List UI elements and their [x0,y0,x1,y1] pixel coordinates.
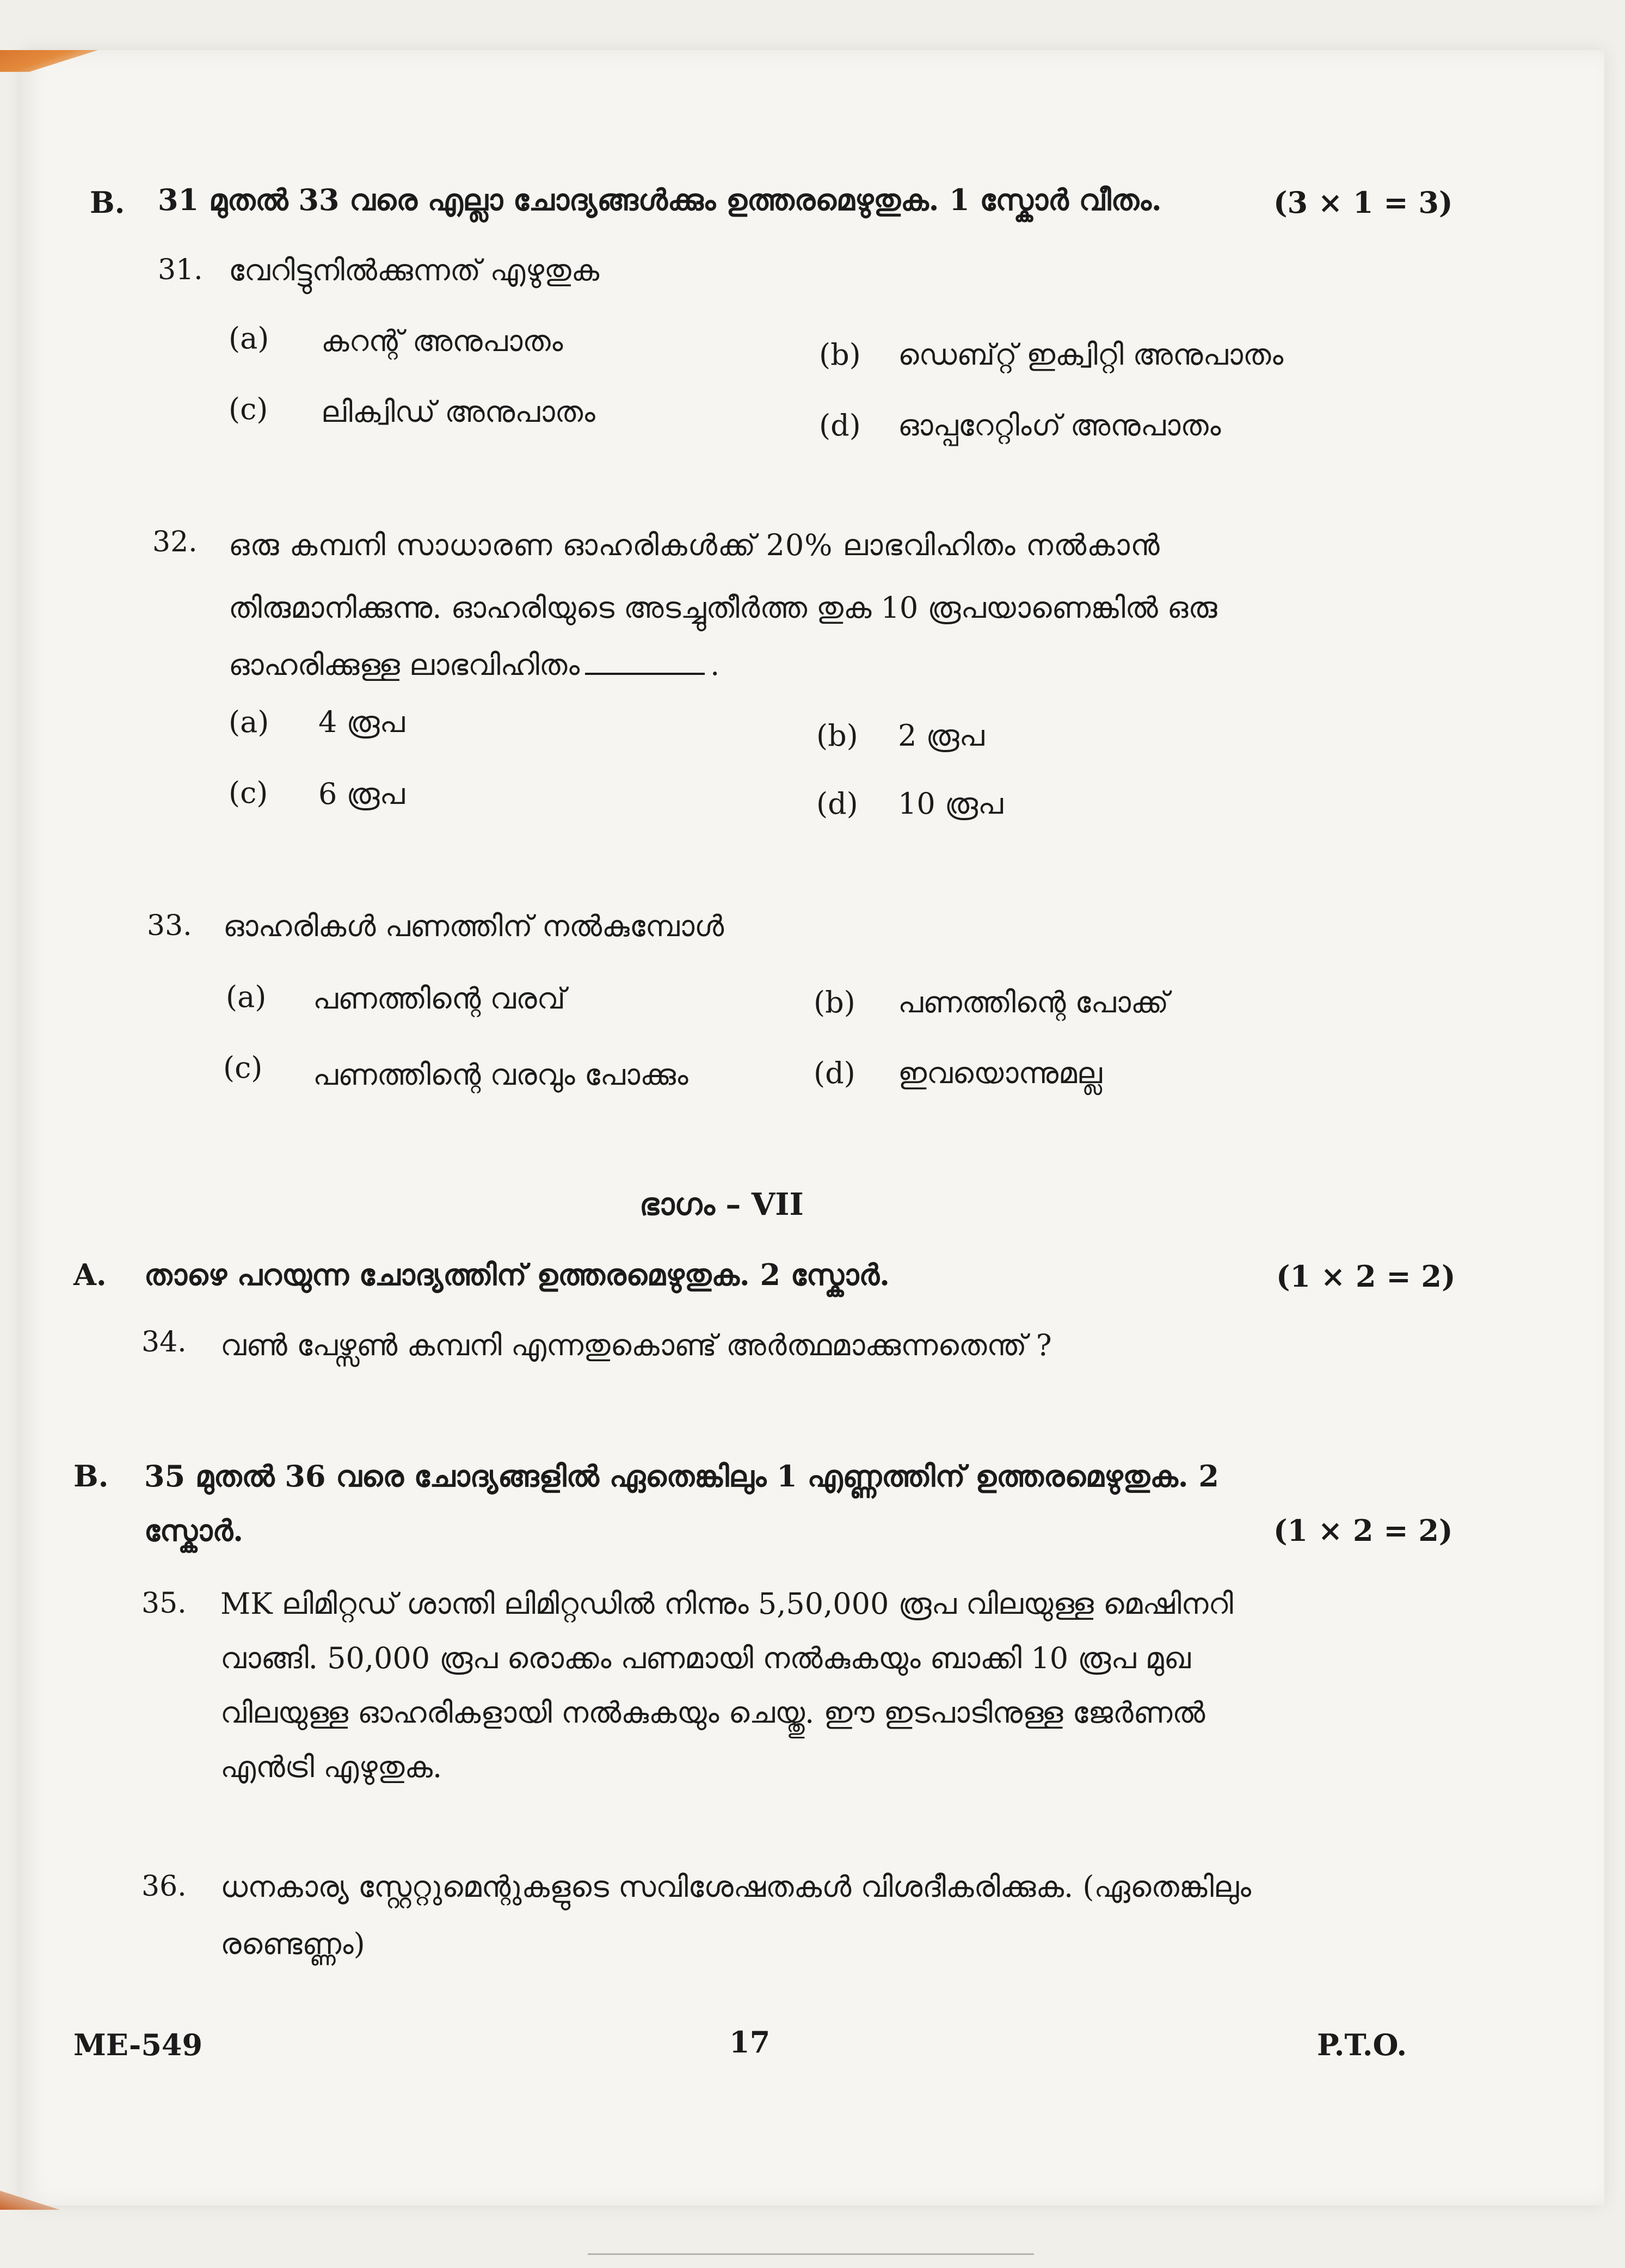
section-label: A. [73,1257,107,1292]
question-text-line: എൻട്രി എഴുതുക. [220,1750,442,1784]
option-label: (b) [819,337,861,372]
question-text-line: രണ്ടെണ്ണം) [220,1927,365,1961]
option-text: പണത്തിന്റെ വരവും പോക്കും [313,1058,688,1092]
question-text-fragment: . [710,648,720,682]
question-text: വേറിട്ടുനിൽക്കുന്നത് എഴുതുക [229,253,600,287]
option-text: 4 രൂപ [318,705,405,739]
option-text: ഓപ്പറേറ്റിംഗ് അനുപാതം [898,408,1221,442]
option-label: (d) [814,1056,855,1090]
option-label: (d) [819,408,861,442]
question-text-fragment: ഓഹരിക്കുള്ള ലാഭവിഹിതം [229,648,580,682]
option-text: 10 രൂപ [898,786,1004,821]
question-number: 32. [152,526,198,558]
section-label: B. [90,185,125,220]
question-text: ഓഹരികൾ പണത്തിന് നൽകുമ്പോൾ [223,909,724,943]
option-text: കറന്റ് അനുപാതം [321,324,563,358]
question-text-line: വാങ്ങി. 50,000 രൂപ രൊക്കം പണമായി നൽകുകയും ബാക്കി 10 രൂപ മുഖ [220,1641,1191,1675]
question-text-line: വിലയുള്ള ഓഹരികളായി നൽകുകയും ചെയ്തു. ഈ ഇടപാടിനുള്ള ജേർണൽ [220,1695,1205,1730]
option-label: (c) [223,1050,263,1085]
paper-code: ME-549 [73,2027,203,2062]
question-text-line: ധനകാര്യ സ്റ്റേറ്റുമെന്റുകളുടെ സവിശേഷതകൾ വിശദീകരിക്കുക. (ഏതെങ്കിലും [220,1870,1252,1904]
option-label: (a) [226,980,267,1014]
option-text: ഡെബ്റ്റ് ഇക്വിറ്റി അനുപാതം [898,337,1284,372]
section-instruction: സ്കോർ. [144,1513,244,1548]
option-text: ഇവയൊന്നുമല്ല [898,1056,1103,1090]
question-text-line: MK ലിമിറ്റഡ് ശാന്തി ലിമിറ്റഡിൽ നിന്നും 5,50,000 രൂപ വിലയുള്ള മെഷിനറി [220,1587,1233,1621]
question-text: വൺ പേഴ്സൺ കമ്പനി എന്നതുകൊണ്ട് അർത്ഥമാക്കുന്നതെന്ത് ? [220,1328,1052,1362]
question-number: 35. [141,1587,187,1620]
question-text-line: തിരുമാനിക്കുന്നു. ഓഹരിയുടെ അടച്ചുതീർത്ത തുക 10 രൂപയാണെങ്കിൽ ഒരു [229,591,1217,625]
section-marks: (1 × 2 = 2) [1276,1259,1456,1294]
page-number: 17 [729,2025,771,2060]
option-label: (b) [814,985,855,1019]
question-text-line [229,650,719,680]
section-label: B. [73,1459,109,1493]
section-instruction: 35 മുതൽ 36 വരെ ചോദ്യങ്ങളിൽ ഏതെങ്കിലും 1 എണ്ണത്തിന് ഉത്തരമെഴുതുക. 2 [144,1459,1219,1493]
option-label: (c) [229,776,268,810]
option-text: പണത്തിന്റെ വരവ് [313,981,565,1016]
question-number: 34. [141,1326,187,1359]
option-label: (c) [229,392,268,426]
question-number: 31. [158,254,203,286]
section-instruction: താഴെ പറയുന്ന ചോദ്യത്തിന് ഉത്തരമെഴുതുക. 2 സ്കോർ. [144,1257,890,1292]
scan-edge-line [588,2253,1034,2255]
section-instruction: 31 മുതൽ 33 വരെ എല്ലാ ചോദ്യങ്ങൾക്കും ഉത്തരമെഴുതുക. 1 സ്കോർ വീതം. [158,182,1162,217]
option-label: (b) [816,718,858,753]
question-number: 33. [147,909,192,942]
question-number: 36. [141,1870,187,1903]
option-text: 2 രൂപ [898,718,984,753]
option-label: (a) [229,705,269,739]
option-text: 6 രൂപ [318,777,405,811]
part-heading: ഭാഗം – VII [639,1187,804,1222]
section-marks: (1 × 2 = 2) [1273,1513,1453,1548]
section-marks: (3 × 1 = 3) [1273,185,1453,220]
option-label: (a) [229,321,269,355]
option-label: (d) [816,786,858,821]
option-text: പണത്തിന്റെ പോക്ക് [898,985,1169,1019]
please-turn-over: P.T.O. [1317,2027,1407,2062]
answer-blank [585,651,705,675]
question-text-line: ഒരു കമ്പനി സാധാരണ ഓഹരികൾക്ക് 20% ലാഭവിഹിതം നൽകാൻ [229,528,1160,562]
option-text: ലിക്വിഡ് അനുപാതം [321,395,595,429]
